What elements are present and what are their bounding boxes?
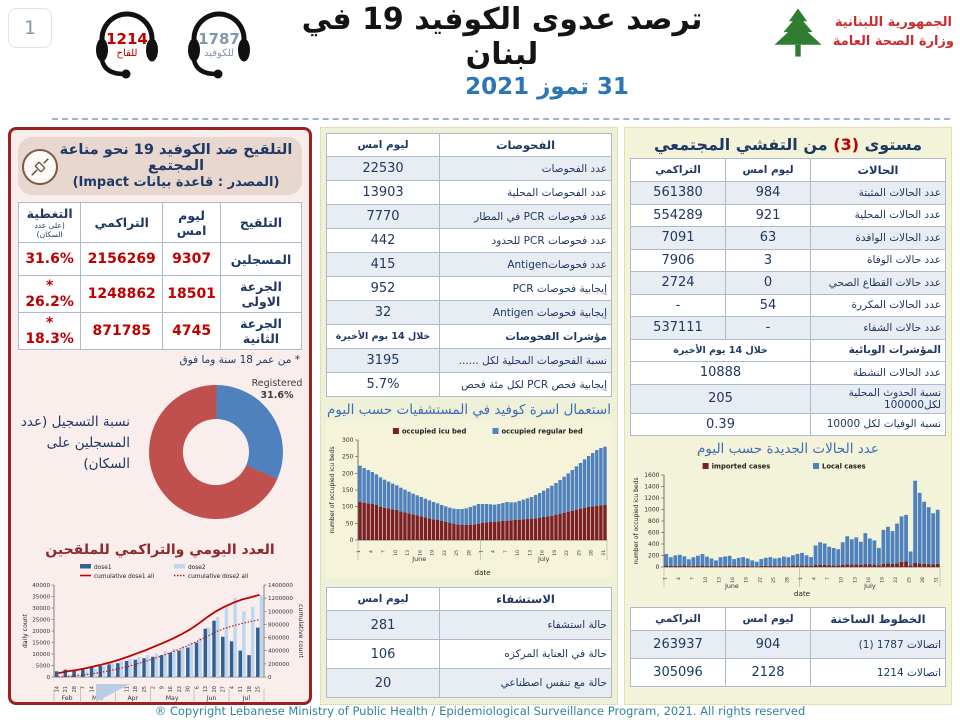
syringe-icon [22,149,58,185]
vaccination-table [18,202,302,350]
row-label: عدد الحالات الوافدة [811,227,946,250]
row-label: عدد الحالات المثبتة [811,182,946,205]
svg-text:10: 10 [516,550,522,556]
cell-value: 20 [327,669,440,698]
svg-text:13: 13 [528,550,534,556]
vaccination-trend-chart [18,559,302,713]
cell-value: 205 [631,384,811,413]
svg-text:number of occupied icu beds: number of occupied icu beds [633,477,640,565]
hotlines-table [630,607,946,687]
table-row [631,182,946,205]
svg-text:31: 31 [934,577,940,583]
svg-text:22: 22 [894,577,899,583]
svg-text:25: 25 [771,577,777,583]
svg-text:0: 0 [655,564,660,571]
table-row [631,249,946,272]
donut-data-label [242,378,312,403]
svg-text:date: date [474,568,491,577]
svg-text:1000000: 1000000 [268,609,293,616]
svg-text:Jun: Jun [206,695,217,702]
svg-text:18: 18 [133,686,140,693]
cell-value: 281 [327,611,440,640]
table-header-row [631,608,946,631]
svg-text:18: 18 [246,686,253,693]
table-header-row [631,159,946,182]
svg-text:10: 10 [704,577,709,583]
svg-text:22: 22 [565,550,571,556]
cell-cumulative: 7906 [631,249,726,272]
col-header: الخطوط الساخنة [811,608,946,631]
svg-text:July: July [537,555,550,563]
svg-text:Mar: Mar [91,695,104,702]
cell-coverage: 31.6% [19,243,81,276]
table-row [631,631,946,659]
svg-text:4: 4 [229,686,236,690]
row-label: المؤشرات الوبائية [811,339,946,362]
logo-line1: الجمهورية اللبنانية [834,15,952,31]
table-row [327,640,612,669]
svg-text:0: 0 [349,537,354,544]
cell-value: 0.39 [631,413,811,436]
report-title-block [272,2,732,100]
svg-text:0: 0 [46,675,50,681]
row-label: الجرعة الاولى [220,276,301,313]
svg-text:4: 4 [369,550,375,553]
moph-logo-text [833,14,954,52]
table-row [327,253,612,277]
table-row [327,229,612,253]
col-header: التراكمي [81,203,163,243]
svg-text:Local cases: Local cases [822,462,866,471]
svg-text:1: 1 [799,577,804,580]
title-suffix: من التفشي المجتمعي [653,135,828,154]
cell-yesterday: 3 [726,249,811,272]
svg-text:date: date [793,589,811,598]
row-label: عدد فحوصاتAntigen [440,253,612,277]
table-row [631,227,946,250]
table-row [327,181,612,205]
row-label: الجرعة الثانية [220,313,301,350]
svg-text:0: 0 [268,675,272,681]
cell-value: 13903 [327,181,440,205]
svg-text:Apr: Apr [127,695,139,702]
table-row [327,157,612,181]
svg-text:28: 28 [785,577,791,583]
cell-cumulative: 554289 [631,204,726,227]
cell-cumulative: 305096 [631,659,726,687]
hotline-number: 1214 [106,30,148,48]
cedar-tree-icon [769,6,827,60]
table-row [631,384,946,413]
svg-text:22: 22 [442,550,448,556]
col-header: ليوم امس [327,134,440,157]
registration-donut-wrap [134,368,302,540]
cell-value: 32 [327,301,440,325]
beds-chart-title: استعمال اسرة كوفيد في المستشفيات حسب اليوم [327,402,611,418]
donut-label-title: Registered [251,378,303,389]
cell-value: 5.7% [327,373,440,397]
hotline-covid [180,4,258,88]
svg-text:21: 21 [98,686,105,693]
hotline-label: للقاح [116,48,138,59]
row-label: عدد حالات الشفاء [811,317,946,340]
table-row [19,276,302,313]
cell-yesterday: 0 [726,272,811,295]
row-label: مؤشرات الفحوصات [440,325,612,349]
svg-text:35000: 35000 [32,594,50,601]
tests-table [326,133,612,397]
table-subheader-row [327,325,612,349]
cell-cumulative: 561380 [631,182,726,205]
donut-label-value: 31.6% [260,390,294,402]
svg-text:16: 16 [540,550,546,556]
svg-text:250: 250 [342,453,354,461]
svg-text:600: 600 [648,529,660,537]
table-row [327,277,612,301]
svg-text:1400000: 1400000 [268,583,293,589]
row-label: نسبة الفحوصات المحلية لكل ...... [440,349,612,373]
svg-text:7: 7 [826,577,832,580]
table-row [327,349,612,373]
col-header-note: (على عدد السكان) [34,221,65,239]
col-header: الحالات [811,159,946,182]
svg-text:19: 19 [744,577,750,583]
page-fold-decoration [96,684,130,702]
donut-caption: نسبة التسجيل (عدد المسجلين على السكان) [20,414,130,472]
header-hotlines [88,4,258,88]
svg-text:19: 19 [553,550,558,556]
cell-cumulative: 871785 [81,313,163,350]
row-label: عدد الحالات المحلية [811,204,946,227]
svg-text:7: 7 [381,550,387,553]
svg-text:31: 31 [602,550,607,556]
row-label: إيجابية فحوصات Antigen [440,301,612,325]
svg-text:1200000: 1200000 [268,596,293,603]
svg-text:1: 1 [663,577,669,580]
svg-text:10: 10 [839,577,845,583]
cell-cumulative: 2156269 [81,243,163,276]
table-row [327,611,612,640]
svg-text:200: 200 [342,470,354,478]
cell-yesterday: 921 [726,204,811,227]
community-level-title [630,135,946,154]
svg-text:June: June [724,582,739,590]
row-label: اتصالات 1214 [811,659,946,687]
svg-text:28: 28 [106,686,113,693]
svg-text:11: 11 [238,686,245,693]
svg-text:20: 20 [211,686,218,693]
cell-coverage: * 18.3% [19,313,81,350]
moph-logo [769,6,954,60]
cell-yesterday: 984 [726,182,811,205]
svg-text:10000: 10000 [32,652,50,658]
svg-text:7: 7 [690,577,696,580]
cell-value: خلال 14 يوم الأخيرة [327,325,440,349]
svg-text:200: 200 [648,552,660,560]
col-header-label: التغطية [26,206,73,221]
svg-text:100: 100 [342,503,354,511]
svg-text:25: 25 [455,550,460,556]
col-header [19,203,81,243]
table-row [631,659,946,687]
svg-text:cumulative dose2 all: cumulative dose2 all [188,574,249,580]
svg-text:800000: 800000 [268,622,290,629]
cell-yesterday: 2128 [726,659,811,687]
cell-yesterday: 4745 [163,313,221,350]
cell-cumulative: 7091 [631,227,726,250]
row-label: عدد فحوصات PCR في المطار [440,205,612,229]
svg-text:4: 4 [115,686,122,690]
cell-yesterday: 54 [726,294,811,317]
svg-text:14: 14 [54,686,61,693]
hospital-beds-chart [326,420,612,582]
svg-text:14: 14 [89,686,96,693]
table-header-row [327,588,612,611]
svg-text:25: 25 [907,577,913,583]
svg-text:16: 16 [168,686,175,693]
svg-text:cumulative count: cumulative count [297,604,304,658]
hotline-number: 1787 [198,30,240,48]
svg-text:July: July [864,582,876,590]
row-label: اتصالات 1787 (1) [811,631,946,659]
svg-text:50: 50 [345,520,354,528]
cell-value: 952 [327,277,440,301]
svg-text:20000: 20000 [32,629,50,635]
table-row [631,317,946,340]
table-header-row [327,134,612,157]
row-label: نسبة الوفيات لكل 10000 [811,413,946,436]
cell-value: 3195 [327,349,440,373]
community-spread-panel [624,127,952,705]
svg-text:7: 7 [504,550,509,553]
svg-text:1200: 1200 [644,495,660,502]
cell-cumulative: 263937 [631,631,726,659]
svg-text:16: 16 [866,577,872,583]
svg-text:dose1: dose1 [94,565,112,571]
svg-text:occupied icu bed: occupied icu bed [401,427,467,436]
cell-yesterday: 63 [726,227,811,250]
cell-yesterday: 904 [726,631,811,659]
svg-text:40000: 40000 [32,583,50,589]
table-row [631,413,946,436]
table-row [327,373,612,397]
row-label: حالة مع تنفس اصطناعي [440,669,612,698]
row-label: عدد الفحوصات [440,157,612,181]
svg-text:May: May [165,695,179,702]
table-row [631,294,946,317]
svg-text:300: 300 [342,437,354,444]
svg-text:400000: 400000 [268,648,290,655]
registration-donut-section [18,368,302,540]
col-header: التراكمي [631,159,726,182]
row-label: إيجابية فحص PCR لكل مئة فحص [440,373,612,397]
hospitalization-table [326,587,612,698]
page-title: ترصد عدوى الكوفيد 19 في لبنان [301,2,703,72]
svg-text:28: 28 [589,550,595,556]
cell-cumulative: 1248862 [81,276,163,313]
svg-text:occupied regular bed: occupied regular bed [501,427,583,436]
cell-value: 10888 [631,362,811,385]
cases-table [630,158,946,436]
tests-panel [320,127,618,705]
row-label: حالة في العناية المركزه [440,640,612,669]
svg-text:13: 13 [406,550,411,556]
svg-text:25: 25 [141,686,148,693]
title-prefix: مستوى [864,135,923,154]
svg-text:30: 30 [185,686,192,693]
cell-value: 22530 [327,157,440,181]
logo-line2: وزارة الصحة العامة [832,34,954,49]
vaccination-chart-title: العدد اليومي والتراكمي للملقحين [45,542,275,558]
row-label: نسبة الحدوث المحلية لكل100000 [811,384,946,413]
vaccination-panel-header [18,137,302,195]
table-row [19,243,302,276]
svg-text:1400: 1400 [644,483,660,491]
cell-period: خلال 14 يوم الأخيرة [631,339,811,362]
svg-text:7: 7 [80,686,87,690]
svg-text:imported cases: imported cases [711,462,771,471]
svg-text:16: 16 [731,577,737,583]
svg-text:1600: 1600 [644,472,660,479]
row-label: عدد الحالات المكررة [811,294,946,317]
cell-value: 7770 [327,205,440,229]
table-row [19,313,302,350]
svg-text:800: 800 [648,518,660,525]
age-footnote: * من عمر 18 سنة وما فوق [179,354,300,366]
svg-text:28: 28 [921,577,927,583]
svg-text:4: 4 [491,550,497,553]
page-number-box: 1 [8,8,52,48]
svg-text:27: 27 [220,686,227,693]
cell-yesterday: 18501 [163,276,221,313]
vaccination-source: (المصدر : قاعدة بيانات Impact) [72,175,280,190]
new-cases-chart-title: عدد الحالات الجديدة حسب اليوم [697,441,879,457]
svg-text:number of occupied icu beds: number of occupied icu beds [329,446,336,534]
table-row [327,669,612,698]
copyright-footer: ® Copyright Lebanese Ministry of Public Health / Epidemiological Surveillance Program, 2021. All rights reserved [154,704,806,718]
svg-text:150: 150 [342,487,354,494]
svg-text:13: 13 [203,686,210,693]
cell-cumulative: 2724 [631,272,726,295]
svg-text:13: 13 [717,577,723,583]
svg-text:15000: 15000 [32,640,50,647]
table-row [327,205,612,229]
cell-yesterday: 9307 [163,243,221,276]
table-row [631,204,946,227]
cell-cumulative: - [631,294,726,317]
col-header: التلقيح [220,203,301,243]
svg-text:25: 25 [577,550,583,556]
svg-text:6: 6 [194,686,201,690]
new-cases-chart [630,459,946,603]
svg-text:13: 13 [853,577,859,583]
svg-text:Jul: Jul [242,695,251,702]
cell-yesterday: - [726,317,811,340]
svg-text:600000: 600000 [268,635,290,642]
cell-value: 106 [327,640,440,669]
svg-text:22: 22 [758,577,764,583]
svg-text:4: 4 [676,577,682,580]
col-header: الاستشفاء [440,588,612,611]
cell-cumulative: 537111 [631,317,726,340]
hotline-vaccine [88,4,166,88]
svg-text:2: 2 [150,686,157,690]
col-header: ليوم امس [163,203,221,243]
level-badge: (3) [833,135,860,154]
svg-text:16: 16 [418,550,424,556]
svg-text:21: 21 [63,686,70,693]
dashed-divider [52,118,950,120]
svg-text:1: 1 [357,550,362,553]
row-label: إيجابية فحوصات PCR [440,277,612,301]
svg-text:200000: 200000 [268,661,290,668]
hotline-label: للكوفيد [203,48,235,59]
cell-coverage: * 26.2% [19,276,81,313]
svg-text:25000: 25000 [32,617,50,624]
svg-text:1: 1 [479,550,485,553]
svg-text:cumulative dose1 all: cumulative dose1 all [94,574,155,580]
svg-text:daily count: daily count [22,613,29,649]
row-label: عدد حالات القطاع الصحي [811,272,946,295]
svg-text:19: 19 [430,550,436,556]
cell-value: 415 [327,253,440,277]
row-label: عدد الفحوصات المحلية [440,181,612,205]
vaccination-title: التلقيح ضد الكوفيد 19 نحو مناعة المجتمع [59,142,293,174]
col-header: الفحوصات [440,134,612,157]
row-label: حالة استشفاء [440,611,612,640]
svg-text:19: 19 [880,577,886,583]
vaccination-panel [8,127,312,705]
table-row [327,301,612,325]
col-header: ليوم امس [726,159,811,182]
svg-text:11: 11 [124,686,131,693]
table-header-row [19,203,302,243]
row-label: عدد فحوصات PCR للحدود [440,229,612,253]
svg-text:30000: 30000 [32,606,50,612]
svg-text:28: 28 [467,550,473,556]
row-label: المسجلين [220,243,301,276]
svg-text:25: 25 [255,686,262,693]
table-subheader-row [631,339,946,362]
col-header: ليوم امس [726,608,811,631]
svg-text:4: 4 [812,577,818,580]
svg-text:5000: 5000 [35,663,50,670]
svg-text:9: 9 [159,686,166,690]
svg-text:23: 23 [176,686,183,693]
svg-text:Feb: Feb [61,695,73,702]
svg-text:400: 400 [648,541,660,548]
svg-text:1000: 1000 [644,506,660,514]
row-label: عدد الحالات النشطة [811,362,946,385]
cell-value: 442 [327,229,440,253]
svg-text:28: 28 [71,686,78,693]
svg-text:10: 10 [393,550,399,556]
table-row [631,272,946,295]
table-row [631,362,946,385]
report-date: 31 تموز 2021 [465,74,629,100]
svg-text:dose2: dose2 [188,565,206,571]
col-header: ليوم امس [327,588,440,611]
svg-text:June: June [412,555,427,563]
col-header: التراكمي [631,608,726,631]
row-label: عدد حالات الوفاة [811,249,946,272]
